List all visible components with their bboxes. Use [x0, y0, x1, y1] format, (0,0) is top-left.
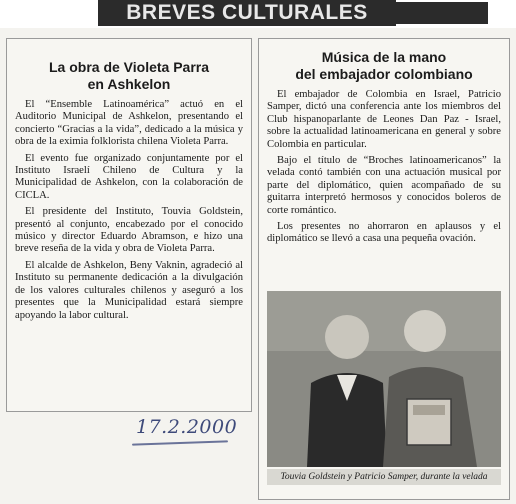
headline-line-1: Música de la mano — [321, 49, 447, 65]
paragraph: El embajador de Colombia en Israel, Patricio Samper, dictó una conferencia ante los miembros del Club hispanoparlante de Leones Dan Paz - Israel, sobre la actualidad latinoamericana en general y sobre Colombia en particular. — [267, 89, 501, 150]
handwritten-date: 17.2.2000 — [136, 416, 238, 438]
paragraph: El presidente del Instituto, Touvia Goldstein, presentó al conjunto, encabezado por el conocido músico y director Eduardo Abramson, e hizo una breve reseña de la vida y obra de Violeta Parra. — [15, 206, 243, 255]
headline-line-2: en Ashkelon — [87, 76, 171, 92]
article-embajador-colombiano — [258, 38, 510, 500]
section-header — [98, 0, 396, 26]
article-body — [267, 89, 501, 246]
article-headline — [267, 49, 501, 83]
article-photo — [267, 291, 501, 467]
headline-line-2: del embajador colombiano — [295, 66, 473, 82]
article-headline — [15, 59, 243, 93]
article-body — [15, 99, 243, 322]
paragraph: El alcalde de Ashkelon, Beny Vaknin, agradeció al Instituto su permanente dedicación a la divulgación de los valores culturales chilenos y aseguró a los presentes que la Municipalidad estará siempre apoyando la labor cultural. — [15, 259, 243, 321]
photo-caption: Touvia Goldstein y Patricio Samper, durante la velada — [267, 469, 501, 485]
banner — [0, 0, 516, 28]
date-underline — [132, 440, 228, 445]
paragraph: Bajo el título de “Broches latinoamericanos” la velada contó también con una actuación musical por parte del diplomático, quien acompañado de su guitarra interpretó hermosos y conocidos boleros de corte romántico. — [267, 155, 501, 216]
headline-line-1: La obra de Violeta Parra — [48, 59, 210, 75]
photo-illustration — [267, 291, 501, 467]
paragraph: Los presentes no ahorraron en aplausos y el diplomático se llevó a casa una pequeña ovación. — [267, 221, 501, 245]
header-bar-extension — [396, 2, 488, 24]
paragraph: El “Ensemble Latinoamérica” actuó en el Auditorio Municipal de Ashkelon, presentando el concierto “Gracias a la vida”, dedicado a la música y obra de la eximia folklorista chilena Violeta Parra. — [15, 99, 243, 148]
section-title: BREVES CULTURALES — [126, 1, 368, 24]
paragraph: El evento fue organizado conjuntamente por el Instituto Israelí Chileno de Cultura y la Municipalidad de Ashkelon, con la colaboración de CICLA. — [15, 152, 243, 201]
article-violeta-parra — [6, 38, 252, 412]
